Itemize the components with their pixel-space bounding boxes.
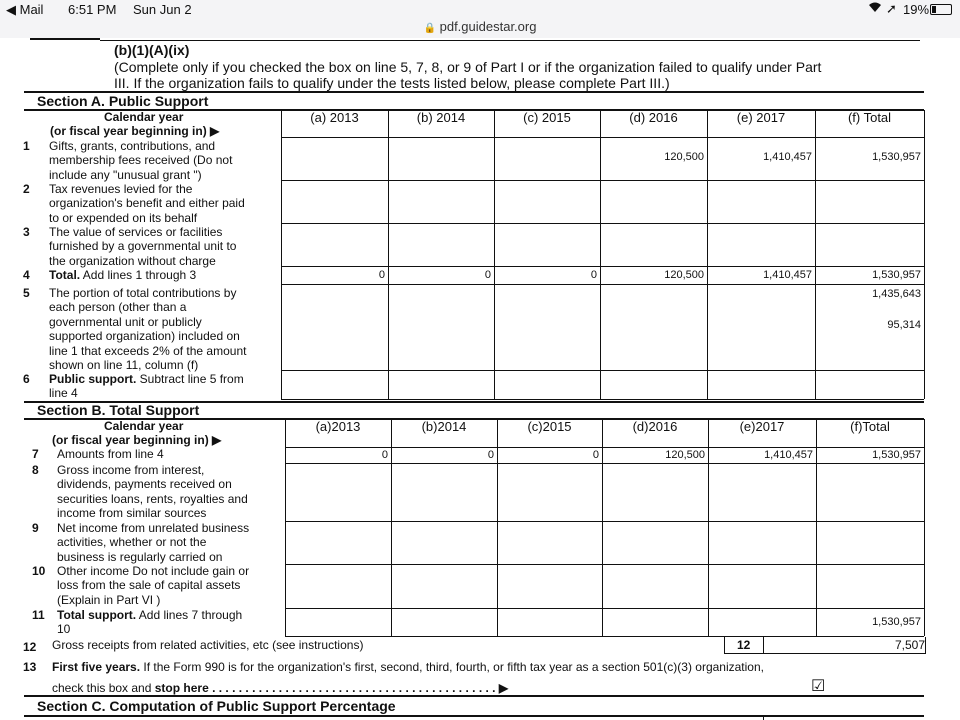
section_a-cell: 1,410,457 — [763, 269, 812, 281]
section_b-cell: 1,530,957 — [872, 616, 921, 628]
section_a-line-label: include any "unusual grant ") — [49, 167, 202, 182]
section_b-col-header: (f)Total — [850, 419, 890, 434]
clipped-title-line — [100, 38, 920, 41]
section_a-cell: 0 — [378, 269, 385, 281]
section-a-fiscal-year-label: (or fiscal year beginning in) ▶ — [50, 124, 220, 138]
line12-text: Gross receipts from related activities, etc (see instructions) — [52, 638, 364, 652]
url-text: pdf.guidestar.org — [439, 19, 537, 34]
section-a-title: Section A. Public Support — [37, 93, 209, 109]
line13-dots: . . . . . . . . . . . . . . . . . . . . . . . . . . . . . . . . . . . . . . . . . . . ▶ — [212, 681, 509, 695]
line13-text — [52, 660, 764, 674]
section_b-cell: 1,530,957 — [872, 449, 921, 461]
line12-box — [724, 637, 926, 654]
section-b-fiscal-year-label: (or fiscal year beginning in) ▶ — [52, 433, 222, 447]
section_b-line-label: Other income Do not include gain or — [57, 564, 250, 578]
section_a-line-label: organization's benefit and either paid — [49, 196, 245, 211]
line12-number: 12 — [23, 640, 37, 654]
section_a-cell: 1,530,957 — [872, 151, 921, 163]
line-label-text: Add lines 1 through 3 — [80, 268, 197, 282]
section-a-calendar-year: Calendar year — [104, 110, 184, 124]
line13-checkbox[interactable]: ☑ — [811, 678, 826, 695]
section_a-line-number: 4 — [23, 268, 30, 282]
section_a-line-number: 5 — [23, 286, 30, 300]
section_a-line-label — [49, 268, 196, 282]
section_a-line-label: The value of services or facilities — [49, 225, 223, 239]
section_a-cell: 0 — [590, 269, 597, 281]
line13-check-text — [52, 681, 508, 695]
section_a-cell: 120,500 — [664, 269, 704, 281]
status-time: 6:51 PM — [68, 2, 117, 17]
section_a-col-header: (b) 2014 — [416, 110, 466, 125]
section_a-col-header: (f) Total — [847, 110, 892, 125]
line13-stop-here: stop here — [154, 681, 209, 695]
section_a-line-label — [49, 372, 244, 386]
back-to-mail-link[interactable]: ◀ Mail — [6, 2, 44, 17]
section_b-col-header: (a)2013 — [315, 419, 361, 434]
section_b-cell: 0 — [487, 449, 494, 461]
section_b-col-header: (d)2016 — [632, 419, 678, 434]
section_b-line-number: 8 — [32, 463, 39, 477]
lock-icon: 🔒 — [423, 23, 436, 34]
url-bar[interactable] — [0, 19, 960, 38]
form-page — [0, 38, 960, 720]
section_b-line-label: Amounts from line 4 — [57, 447, 164, 461]
section_b-line-label — [57, 608, 242, 622]
section_a-col-header: (e) 2017 — [736, 110, 786, 125]
section_a-line-label: line 4 — [49, 386, 78, 401]
section_b-col-header: (b)2014 — [421, 419, 467, 434]
section-b-calendar-year: Calendar year — [104, 419, 184, 433]
line13-body: If the Form 990 is for the organization's first, second, third, fourth, or fifth tax year as a section 501(c)(3) organization, — [140, 660, 764, 674]
section_a-cell: 0 — [484, 269, 491, 281]
instruction-line1: (Complete only if you checked the box on line 5, 7, 8, or 9 of Part I or if the organization failed to qualify under Part — [114, 59, 822, 75]
section_b-line-label: loss from the sale of capital assets — [57, 578, 241, 593]
section_b-cell: 0 — [592, 449, 599, 461]
section_b-line-label: dividends, payments received on — [57, 477, 232, 492]
line12-box-label: 12 — [737, 638, 751, 652]
battery-icon — [930, 4, 952, 15]
section_a-line-label: to or expended on its behalf — [49, 210, 198, 225]
part-header-tab — [30, 38, 100, 40]
section_a-line-number: 2 — [23, 182, 30, 196]
section_a-line-number: 3 — [23, 225, 30, 239]
section_b-cell: 1,410,457 — [764, 449, 813, 461]
section_b-line-label: (Explain in Part VI ) — [57, 592, 161, 607]
section_a-cell: 95,314 — [887, 319, 921, 331]
section_b-line-number: 9 — [32, 521, 39, 535]
line12-value: 7,507 — [894, 638, 925, 652]
section_a-line-label: Gifts, grants, contributions, and — [49, 139, 216, 153]
line13-number: 13 — [23, 660, 37, 674]
section-b-title: Section B. Total Support — [37, 402, 200, 418]
section_a-cell: 1,530,957 — [872, 269, 921, 281]
section_b-line-label: 10 — [57, 622, 71, 637]
section_b-line-number: 11 — [32, 608, 45, 622]
section_b-cell: 0 — [381, 449, 388, 461]
line-label-bold: Total support. — [57, 608, 137, 622]
section_a-line-label: membership fees received (Do not — [49, 153, 233, 168]
line13-bold: First five years. — [52, 660, 141, 674]
section_a-line-label: the organization without charge — [49, 253, 216, 268]
status-date: Sun Jun 2 — [133, 2, 192, 17]
section-c-title: Section C. Computation of Public Support Percentage — [37, 698, 396, 714]
section_b-cell: 120,500 — [665, 449, 705, 461]
section_b-line-number: 10 — [32, 564, 46, 578]
section_b-line-label: Net income from unrelated business — [57, 521, 250, 535]
section_b-line-number: 7 — [32, 447, 39, 461]
section_a-line-label: line 1 that exceeds 2% of the amount — [49, 343, 247, 358]
section_a-cell: 1,410,457 — [763, 151, 812, 163]
section_a-line-label: each person (other than a — [49, 300, 187, 315]
section_b-line-label: securities loans, rents, royalties and — [57, 491, 248, 506]
section_a-col-header: (c) 2015 — [523, 110, 571, 125]
status-bar — [0, 0, 960, 19]
section_b-line-label: business is regularly carried on — [57, 549, 223, 564]
section_a-line-number: 1 — [23, 139, 30, 153]
section_a-line-label: supported organization) included on — [49, 329, 240, 344]
line-label-text: Subtract line 5 from — [136, 372, 244, 386]
section_b-line-label: activities, whether or not the — [57, 535, 207, 550]
instruction-line2: III. If the organization fails to qualify under the tests listed below, please complete Part III.) — [114, 75, 670, 91]
battery-percent: 19% — [903, 2, 930, 17]
section_a-cell: 120,500 — [664, 151, 704, 163]
section_a-line-number: 6 — [23, 372, 30, 386]
form-title-line2: (b)(1)(A)(ix) — [114, 42, 190, 58]
line13-check-pre: check this box and — [52, 681, 155, 695]
section_a-col-header: (a) 2013 — [310, 110, 359, 125]
line-label-bold: Public support. — [49, 372, 137, 386]
section_a-line-label: Tax revenues levied for the — [49, 182, 193, 196]
location-icon: ➚ — [886, 1, 897, 16]
section_b-line-label: income from similar sources — [57, 506, 207, 521]
back-app-label: Mail — [19, 2, 44, 17]
section_a-line-label: furnished by a governmental unit to — [49, 239, 237, 254]
section_b-col-header: (c)2015 — [527, 419, 572, 434]
section_a-line-label: governmental unit or publicly — [49, 314, 202, 329]
section_a-line-label: shown on line 11, column (f) — [49, 358, 199, 372]
line-label-text: Add lines 7 through — [136, 608, 243, 622]
section_a-cell: 1,435,643 — [872, 288, 921, 300]
section_a-line-label: The portion of total contributions by — [49, 286, 237, 300]
wifi-icon — [868, 1, 882, 16]
section_a-col-header: (d) 2016 — [629, 110, 678, 125]
section_b-line-label: Gross income from interest, — [57, 463, 205, 477]
line-label-bold: Total. — [49, 268, 81, 282]
section_b-col-header: (e)2017 — [739, 419, 785, 434]
